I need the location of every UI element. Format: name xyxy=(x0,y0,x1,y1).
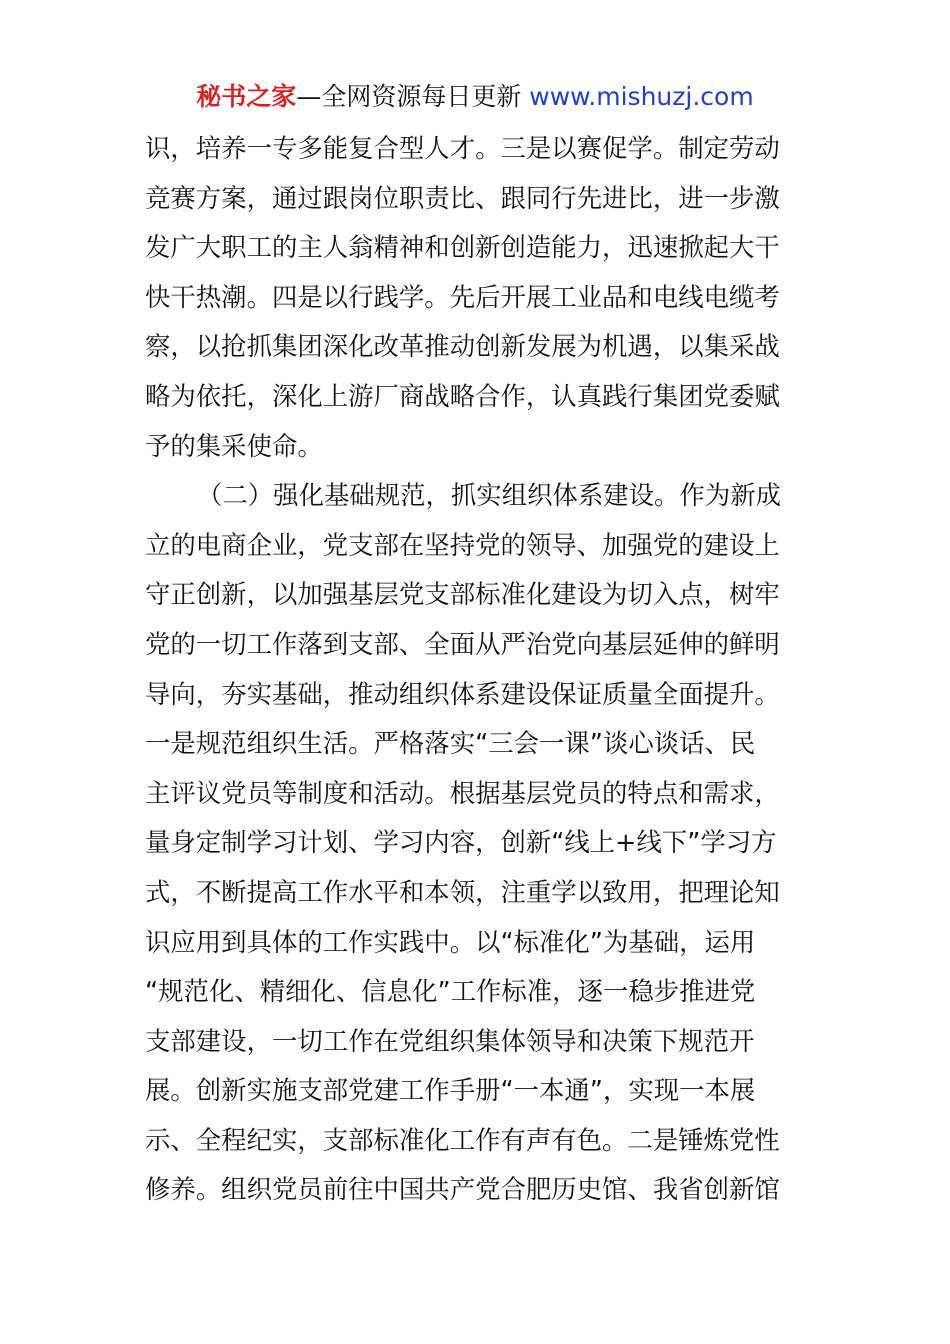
text-line: 量身定制学习计划、学习内容，创新“线上+线下”学习方 xyxy=(145,827,777,858)
document-body xyxy=(145,124,807,1215)
text-line: 略为依托，深化上游厂商战略合作，认真践行集团党委赋 xyxy=(145,380,780,411)
text-line: 式，不断提高工作水平和本领，注重学以致用，把理论知 xyxy=(145,876,780,907)
text-line: 修养。组织党员前往中国共产党合肥历史馆、我省创新馆 xyxy=(145,1174,780,1205)
text-line: 发广大职工的主人翁精神和创新创造能力，迅速掀起大干 xyxy=(145,232,780,263)
text-line: 识，培养一专多能复合型人才。三是以赛促学。制定劳动 xyxy=(145,133,780,163)
text-line: 展。创新实施支部党建工作手册“一本通”，实现一本展 xyxy=(145,1075,756,1106)
text-line: 快干热潮。四是以行践学。先后开展工业品和电线电缆考 xyxy=(145,281,780,312)
section-heading-line: （二）强化基础规范，抓实组织体系建设。作为新成 xyxy=(197,480,781,511)
site-url-link[interactable]: www.mishuzj.com xyxy=(529,82,754,111)
text-line: 一是规范组织生活。严格落实“三会一课”谈心谈话、民 xyxy=(145,728,756,759)
text-line: 予的集采使命。 xyxy=(145,430,323,461)
text-line: “规范化、精细化、信息化”工作标准，逐一稳步推进党 xyxy=(145,976,756,1007)
page-header xyxy=(0,80,950,114)
text-line: 立的电商企业，党支部在坚持党的领导、加强党的建设上 xyxy=(145,529,780,560)
text-line: 主评议党员等制度和活动。根据基层党员的特点和需求， xyxy=(145,777,780,808)
text-line: 识应用到具体的工作实践中。以“标准化”为基础，运用 xyxy=(145,926,756,957)
text-line: 支部建设，一切工作在党组织集体领导和决策下规范开 xyxy=(145,1025,755,1056)
text-line: 导向，夯实基础，推动组织体系建设保证质量全面提升。 xyxy=(145,678,780,709)
text-line: 守正创新，以加强基层党支部标准化建设为切入点，树牢 xyxy=(145,579,780,610)
header-tagline: —全网资源每日更新 xyxy=(296,82,530,111)
brand-name: 秘书之家 xyxy=(196,82,297,111)
text-line: 党的一切工作落到支部、全面从严治党向基层延伸的鲜明 xyxy=(145,628,780,659)
text-line: 示、全程纪实，支部标准化工作有声有色。二是锤炼党性 xyxy=(145,1124,780,1155)
text-line: 竞赛方案，通过跟岗位职责比、跟同行先进比，进一步激 xyxy=(145,182,780,213)
text-line: 察，以抢抓集团深化改革推动创新发展为机遇，以集采战 xyxy=(145,331,780,362)
